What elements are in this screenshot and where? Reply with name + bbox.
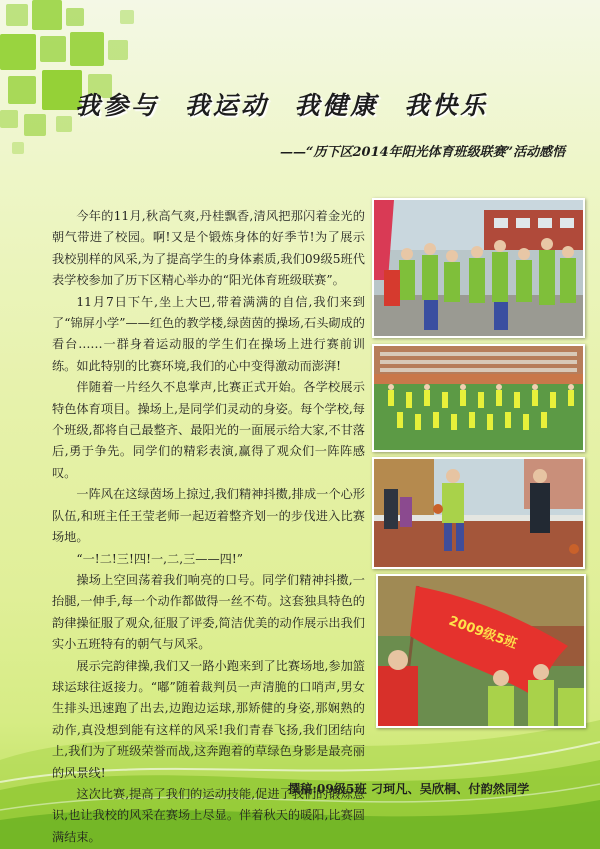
- paragraph-1: 今年的11月,秋高气爽,丹桂飘香,清风把那闪着金光的朝气带进了校园。啊!又是个锻炼身体的好季节!为了展示我校别样的风采,为了提高学生的身体素质,我们09级5班代表学校参加了历下区精心举办的“阳光体育班级联赛”。: [52, 209, 365, 288]
- author-credit: 撰稿:09级5班 刁珂凡、吴欣桐、付韵然同学: [288, 782, 530, 796]
- class-flag-photo-icon: [376, 574, 586, 728]
- decorative-squares: [0, 0, 170, 170]
- field-exercise-photo-icon: [372, 344, 585, 452]
- paragraph-4: 一阵风在这绿茵场上掠过,我们精神抖擞,排成一个心形队伍,和班主任王莹老师一起迈着整齐划一的步伐进入比赛场地。: [52, 487, 365, 545]
- class-group-photo-icon: [372, 198, 585, 338]
- paragraph-7: 展示完韵律操,我们又一路小跑来到了比赛场地,参加篮球运球往返接力。“嘟”随着裁判员一声清脆的口哨声,男女生排头迅速跑了出去,边跑边运球,那矫健的身姿,那娴熟的动作,真没想到能有这样的风采!我们青春飞扬,我们团结向上,我们为了班级荣誉而战,这奔跑着的草绿色身影是最亮丽的风景线!: [52, 658, 365, 780]
- paragraph-3: 伴随着一片经久不息掌声,比赛正式开始。各学校展示特色体育项目。操场上,是同学们灵动的身姿。每个学校,每个班级,都将自己最整齐、最阳光的一面展示给大家,不甘落后,勇于争先。同学们的精彩表演,赢得了观众们一阵阵感叹。: [52, 380, 365, 480]
- flag-label: 2009级5班: [446, 613, 519, 653]
- paragraph-8: 这次比赛,提高了我们的运动技能,促进了我们的锻炼意识,也让我校的风采在赛场上尽显。伴着秋天的暖阳,比赛圆满结束。: [52, 786, 365, 844]
- page-subtitle: ——“历下区2014年阳光体育班级联赛”活动感悟: [280, 145, 566, 160]
- paragraph-6: 操场上空回荡着我们响亮的口号。同学们精神抖擞,一抬腿,一伸手,每一个动作都做得一丝不苟。这套独具特色的韵律操征服了观众,征服了评委,简洁优美的动作展示出我们实小五班特有的朝气与风采。: [52, 572, 365, 652]
- paragraph-2: 11月7日下午,坐上大巴,带着满满的自信,我们来到了“锦屏小学”——红色的教学楼,绿茵茵的操场,石头砌成的看台……一群身着运动服的学生们在操场上进行赛前训练。如此特别的比赛环境,我们的心中变得激动而澎湃!: [52, 294, 365, 373]
- article-body: [52, 206, 365, 848]
- page-title: 我参与 我运动 我健康 我快乐: [75, 91, 489, 120]
- basketball-dribble-photo-icon: [372, 457, 585, 569]
- paragraph-5: “一!二!三!四!一,二,三——四!”: [76, 551, 243, 566]
